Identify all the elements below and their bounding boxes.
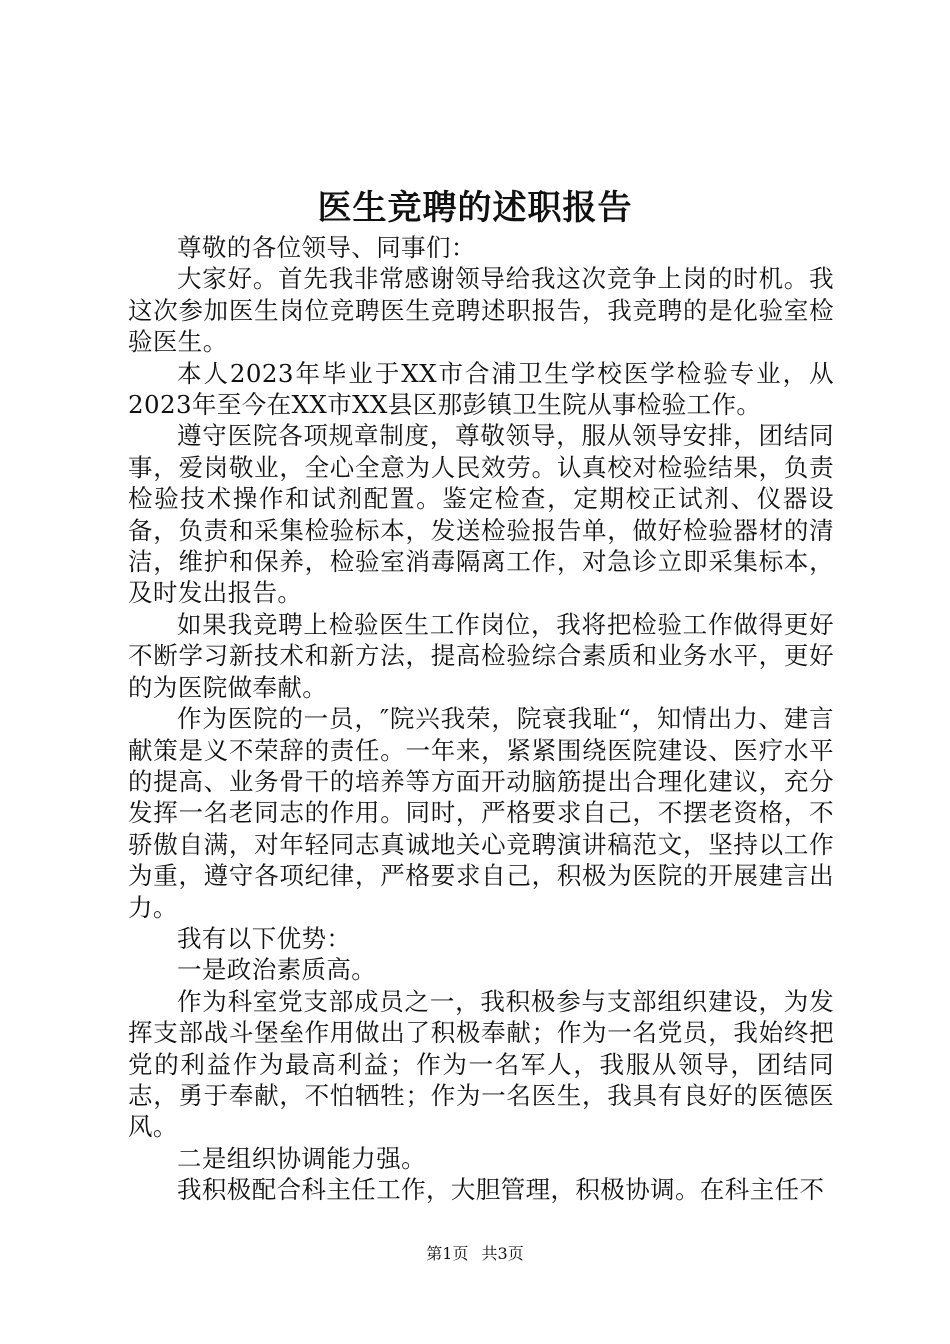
page-total: 共3页 [481,1244,524,1263]
paragraph-coordination: 我积极配合科主任工作，大胆管理，积极协调。在科主任不 [177,1175,825,1205]
document-title: 医生竞聘的述职报告 [317,188,633,228]
paragraph-contribution: 作为医院的一员，″院兴我荣，院衰我耻“，知情出力、建言献策是义不荣辞的责任。一年来，紧紧围绕医院建设、医疗水平的提高、业务骨干的培养等方面开动脑筋提出合理化建议，充分发挥一名老同志的作用。同时，严格要求自己，不摆老资格，不骄傲自满，对年轻同志真诚地关心竞聘演讲稿范文，坚持以工作为重，遵守各项纪律，严格要求自己，积极为医院的开展建言出力。 [128,704,834,922]
paragraph-background: 本人2023年毕业于XX市合浦卫生学校医学检验专业，从2023年至今在XX市XX县区那彭镇卫生院从事检验工作。 [128,358,834,420]
paragraph-plan: 如果我竞聘上检验医生工作岗位，我将把检验工作做得更好不断学习新技术和新方法，提高检验综合素质和业务水平，更好的为医院做奉献。 [128,609,834,702]
page-number: 第1页 [426,1244,469,1263]
document-body [128,232,834,1206]
paragraph-greeting: 大家好。首先我非常感谢领导给我这次竞争上岗的时机。我这次参加医生岗位竞聘医生竞聘述职报告，我竞聘的是化验室检验医生。 [128,264,834,357]
paragraph-party-role: 作为科室党支部成员之一，我积极参与支部组织建设，为发挥支部战斗堡垒作用做出了积极奉献；作为一名党员，我始终把党的利益作为最高利益；作为一名军人，我服从领导，团结同志，勇于奉献，不怕牺牲；作为一名医生，我具有良好的医德医风。 [128,986,834,1142]
page-footer [0,1242,950,1266]
paragraph-advantage-one: 一是政治素质高。 [177,955,377,985]
paragraph-advantages-intro: 我有以下优势： [177,923,352,953]
paragraph-salutation: 尊敬的各位领导、同事们： [177,233,476,262]
paragraph-duties: 遵守医院各项规章制度，尊敬领导，服从领导安排，团结同事，爱岗敬业，全心全意为人民效劳。认真校对检验结果，负责检验技术操作和试剂配置。鉴定检查，定期校正试剂、仪器设备，负责和采集检验标本，发送检验报告单，做好检验器材的清洁，维护和保养，检验室消毒隔离工作，对急诊立即采集标本，及时发出报告。 [128,421,834,608]
paragraph-advantage-two: 二是组织协调能力强。 [177,1143,426,1173]
